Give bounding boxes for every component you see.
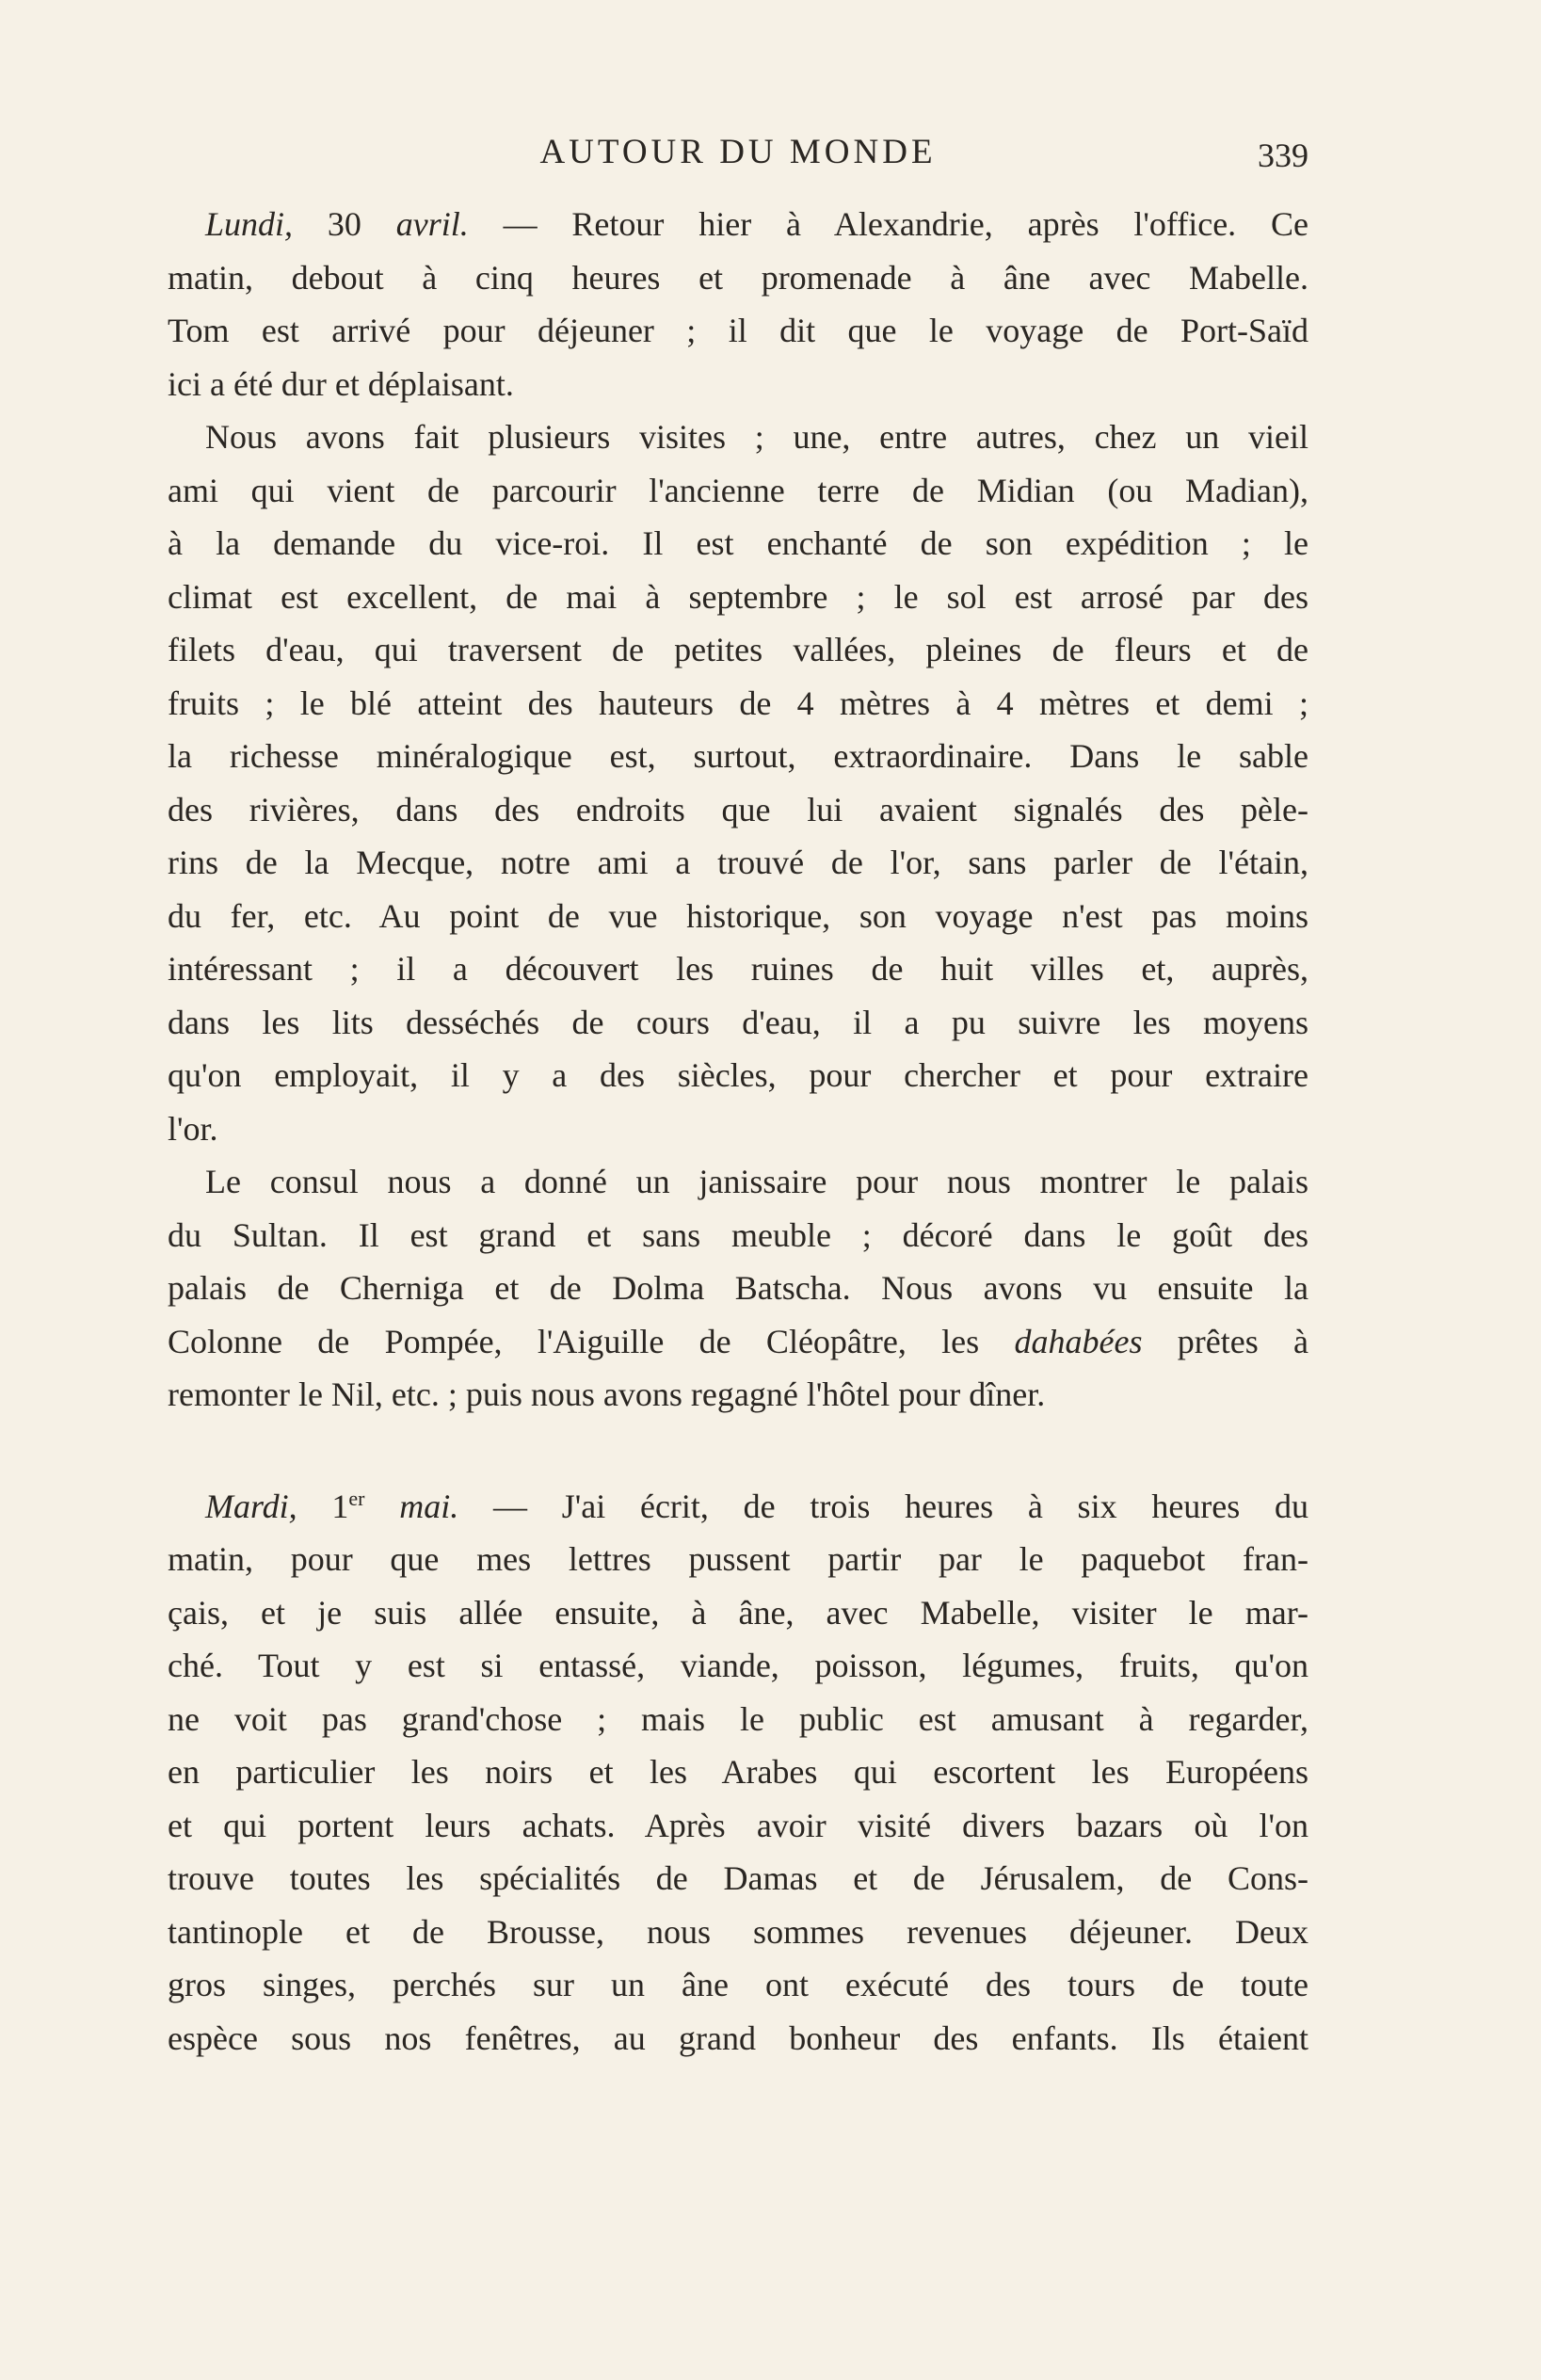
text-line: matin, debout à cinq heures et promenade à âne avec Mabelle.	[168, 258, 1308, 297]
text-line: tantinople et de Brousse, nous sommes revenues déjeuner. Deux	[168, 1912, 1308, 1951]
text-line: Le consul nous a donné un janissaire pour nous montrer le palais	[205, 1163, 1308, 1200]
text-line: rins de la Mecque, notre ami a trouvé de l'or, sans parler de l'étain,	[168, 844, 1308, 881]
text-line: qu'on employait, il y a des siècles, pour chercher et pour extraire	[168, 1056, 1308, 1094]
text-line: du fer, etc. Au point de vue historique, son voyage n'est pas moins	[168, 896, 1308, 935]
text-line: ne voit pas grand'chose ; mais le public est amusant à regarder,	[168, 1699, 1308, 1738]
text-line: Nous avons fait plusieurs visites ; une, entre autres, chez un vieil	[205, 418, 1308, 456]
text-line: dans les lits desséchés de cours d'eau, il a pu suivre les moyens	[168, 1003, 1308, 1041]
entry-date-month: mai.	[399, 1487, 459, 1525]
text-line-end: prêtes à	[1177, 1322, 1309, 1360]
running-title: AUTOUR DU MONDE	[539, 133, 937, 171]
diary-entry-monday	[168, 198, 1308, 1422]
entry-date-superscript: er	[348, 1486, 365, 1510]
text-line: gros singes, perchés sur un âne ont exécuté des tours de toute	[168, 1966, 1308, 2003]
text-line: intéressant ; il a découvert les ruines de huit villes et, auprès,	[168, 950, 1308, 988]
entry-date-number: 30	[327, 205, 361, 243]
entry-date-month: avril.	[395, 205, 469, 243]
text-line: en particulier les noirs et les Arabes qui escortent les Européens	[168, 1753, 1308, 1791]
text-line: et qui portent leurs achats. Après avoir visité divers bazars où l'on	[168, 1806, 1308, 1844]
diary-entry-tuesday	[168, 1480, 1308, 2066]
text-line-with-italic	[168, 1315, 1308, 1369]
text-line-start: Colonne de Pompée, l'Aiguille de Cléopâtre, les	[168, 1322, 980, 1360]
entry-date-number: 1	[331, 1487, 349, 1525]
text-line: la richesse minéralogique est, surtout, extraordinaire. Dans le sable	[168, 737, 1308, 775]
entry-first-line-text: — Retour hier à Alexandrie, après l'office. Ce	[503, 205, 1309, 243]
text-line: espèce sous nos fenêtres, au grand bonheur des enfants. Ils étaient	[168, 2018, 1308, 2057]
entry-first-line	[168, 1480, 1308, 1534]
text-line: palais de Cherniga et de Dolma Batscha. Nous avons vu ensuite la	[168, 1269, 1308, 1307]
entry-first-line-text: — J'ai écrit, de trois heures à six heures du	[493, 1487, 1309, 1525]
text-line: Tom est arrivé pour déjeuner ; il dit que le voyage de Port-Saïd	[168, 312, 1308, 349]
text-line: ché. Tout y est si entassé, viande, poisson, légumes, fruits, qu'on	[168, 1647, 1308, 1684]
text-line: remonter le Nil, etc. ; puis nous avons regagné l'hôtel pour dîner.	[168, 1375, 1046, 1413]
body-text	[168, 198, 1308, 2065]
text-line: à la demande du vice-roi. Il est enchanté de son expédition ; le	[168, 524, 1308, 562]
entry-separator	[168, 1422, 1308, 1480]
entry-date-day: Lundi,	[205, 205, 294, 243]
text-line: ici a été dur et déplaisant.	[168, 364, 514, 403]
text-line: l'or.	[168, 1109, 218, 1148]
italic-term: dahabées	[1014, 1322, 1143, 1360]
text-line: trouve toutes les spécialités de Damas et de Jérusalem, de Cons-	[168, 1859, 1308, 1897]
running-head	[168, 132, 1308, 185]
page-number: 339	[1258, 137, 1308, 174]
text-line: du Sultan. Il est grand et sans meuble ; décoré dans le goût des	[168, 1215, 1308, 1254]
text-line: des rivières, dans des endroits que lui avaient signalés des pèle-	[168, 790, 1308, 828]
entry-first-line	[168, 198, 1308, 251]
text-line: filets d'eau, qui traversent de petites vallées, pleines de fleurs et de	[168, 631, 1308, 668]
text-line: ami qui vient de parcourir l'ancienne terre de Midian (ou Madian),	[168, 471, 1308, 509]
text-line: climat est excellent, de mai à septembre ; le sol est arrosé par des	[168, 577, 1308, 616]
text-line: matin, pour que mes lettres pussent partir par le paquebot fran-	[168, 1540, 1308, 1578]
entry-date-day: Mardi,	[205, 1487, 297, 1525]
text-line: çais, et je suis allée ensuite, à âne, avec Mabelle, visiter le mar-	[168, 1593, 1308, 1632]
text-line: fruits ; le blé atteint des hauteurs de 4 mètres à 4 mètres et demi ;	[168, 683, 1308, 722]
